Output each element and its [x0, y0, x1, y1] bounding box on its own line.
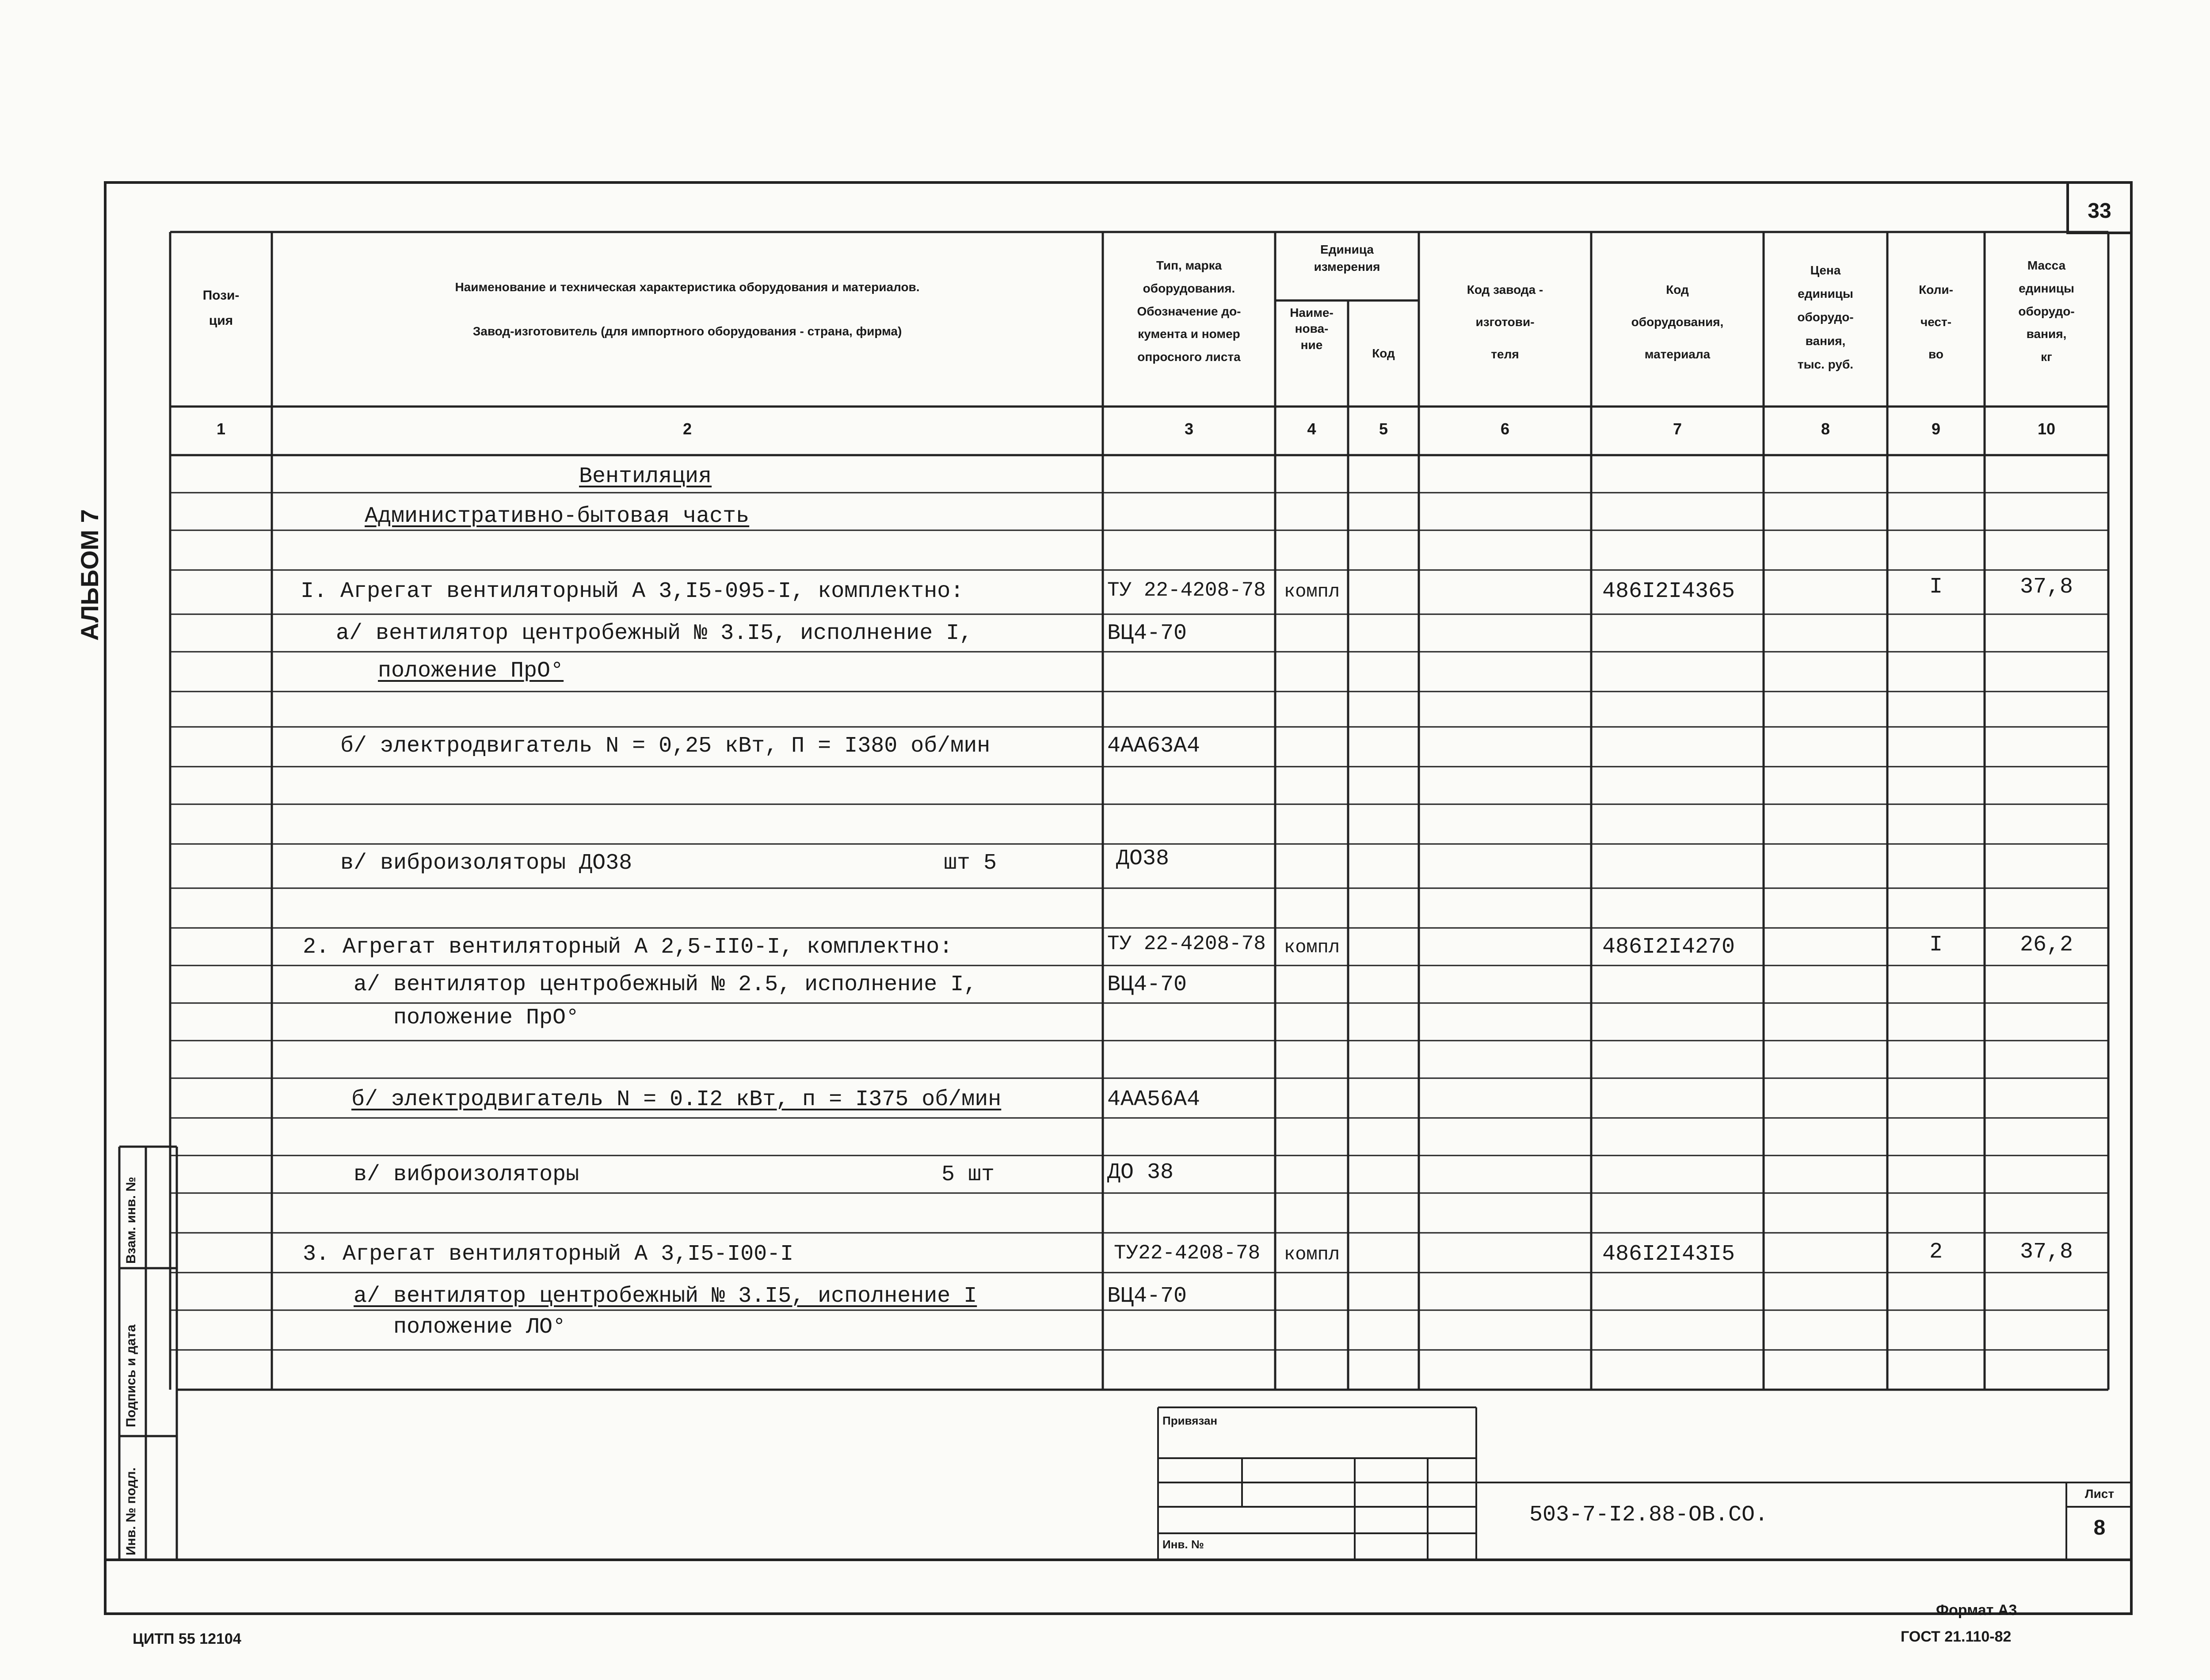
row-unit: компл — [1284, 581, 1340, 602]
row-type: ТУ 22-4208-78 — [1107, 932, 1266, 955]
row-type: ТУ22-4208-78 — [1114, 1242, 1261, 1265]
page-number: 33 — [2088, 199, 2111, 223]
row-name: в/ виброизоляторы ДО38 — [340, 851, 633, 876]
row-name: положение ПрО° — [378, 658, 564, 684]
row-extra: 5 шт — [941, 1162, 995, 1187]
footer-format: Формат А3 — [1936, 1602, 2017, 1619]
col-num-7: 7 — [1673, 420, 1682, 438]
row-name: б/ электродвигатель N = 0,25 кВт, П = I380 об/мин — [340, 734, 991, 759]
header-unit: Единица измерения — [1314, 243, 1380, 274]
row-qty: I — [1929, 574, 1943, 600]
header-equipment-code: Код оборудования, материала — [1631, 283, 1724, 361]
row-qty: 2 — [1929, 1239, 1943, 1265]
header-mass: Масса единицы оборудо- вания, кг — [2018, 258, 2075, 364]
stamp-privyazan: Привязан — [1162, 1414, 1218, 1427]
col-num-6: 6 — [1500, 420, 1510, 438]
album-label: АЛЬБОМ 7 — [76, 509, 103, 641]
row-unit: компл — [1284, 937, 1340, 958]
row-name: 3. Агрегат вентиляторный А 3,I5-I00-I — [303, 1242, 794, 1267]
header-type: Тип, марка оборудования. Обозначение до- кумента и номер опросного листа — [1137, 258, 1241, 364]
sheet-label: Лист — [2084, 1487, 2115, 1501]
col-num-5: 5 — [1379, 420, 1388, 438]
stamp-inv-no: Инв. № — [1162, 1538, 1204, 1551]
row-mass: 37,8 — [2019, 574, 2073, 600]
header-quantity: Коли- чест- во — [1919, 283, 1953, 361]
col-num-4: 4 — [1307, 420, 1316, 438]
stamp-vzam: Взам. инв. № — [124, 1177, 138, 1264]
row-name: б/ электродвигатель N = 0.I2 кВт, п = I375 об/мин — [351, 1087, 1002, 1112]
footer-gost: ГОСТ 21.110-82 — [1901, 1628, 2012, 1645]
row-extra: шт 5 — [944, 851, 997, 876]
col-num-10: 10 — [2037, 420, 2056, 438]
row-name: в/ виброизоляторы — [354, 1162, 579, 1187]
row-mass: 26,2 — [2019, 932, 2073, 958]
header-name-1: Наименование и техническая характеристика оборудования и материалов. — [455, 280, 920, 294]
header-unit-code: Код — [1372, 346, 1395, 360]
row-code: 486I2I4365 — [1602, 579, 1735, 604]
row-unit: компл — [1284, 1244, 1340, 1265]
col-num-9: 9 — [1931, 420, 1941, 438]
row-type: ДО38 — [1116, 846, 1170, 871]
section-title: Вентиляция — [579, 464, 712, 489]
row-name: положение ПрО° — [393, 1005, 579, 1030]
row-name: 2. Агрегат вентиляторный А 2,5-II0-I, комплектно: — [303, 935, 953, 960]
stamp-inv-podl: Инв. № подл. — [124, 1467, 138, 1555]
row-mass: 37,8 — [2019, 1239, 2073, 1265]
header-factory-code: Код завода - изготови- теля — [1467, 283, 1543, 361]
row-qty: I — [1929, 932, 1943, 958]
header-unit-name: Наиме- нова- ние — [1290, 306, 1334, 352]
row-type: ДО 38 — [1107, 1160, 1174, 1185]
header-position: Пози- ция — [202, 288, 240, 328]
row-name: а/ вентилятор центробежный № 3.I5, исполнение I — [354, 1284, 977, 1309]
row-name: положение ЛО° — [393, 1315, 566, 1340]
footer-print-code: ЦИТП 55 12104 — [133, 1631, 241, 1647]
row-name: а/ вентилятор центробежный № 2.5, исполнение I, — [354, 972, 977, 997]
sheet-number: 8 — [2093, 1516, 2106, 1539]
header-price: Цена единицы оборудо- вания, тыс. руб. — [1797, 263, 1854, 371]
stamp-podpis: Подпись и дата — [124, 1324, 138, 1427]
row-code: 486I2I4270 — [1602, 935, 1735, 960]
row-type: ВЦ4-70 — [1107, 621, 1187, 646]
document-code: 503-7-I2.88-ОВ.СО. — [1529, 1502, 1768, 1528]
row-name: а/ вентилятор центробежный № 3.I5, исполнение I, — [336, 621, 973, 646]
row-name: I. Агрегат вентиляторный А 3,I5-095-I, комплектно: — [301, 579, 964, 604]
col-num-8: 8 — [1821, 420, 1830, 438]
row-type: ТУ 22-4208-78 — [1107, 579, 1266, 602]
row-type: ВЦ4-70 — [1107, 1284, 1187, 1309]
subsection-title: Административно-бытовая часть — [365, 504, 750, 529]
col-num-3: 3 — [1184, 420, 1194, 438]
row-type: ВЦ4-70 — [1107, 972, 1187, 997]
row-type: 4АА56А4 — [1107, 1087, 1200, 1112]
col-num-1: 1 — [216, 420, 226, 438]
row-code: 486I2I43I5 — [1602, 1242, 1735, 1267]
header-name-2: Завод-изготовитель (для импортного оборудования - страна, фирма) — [472, 324, 902, 338]
col-num-2: 2 — [682, 420, 692, 438]
row-type: 4АА63А4 — [1107, 734, 1200, 759]
